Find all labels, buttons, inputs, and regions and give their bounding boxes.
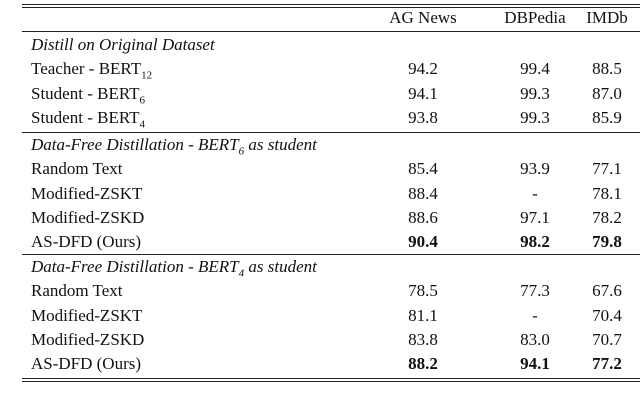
row-label [31,328,144,352]
cell-value: 78.5 [408,281,438,301]
row-label-text: Random Text [31,159,123,179]
row-label-sub: 6 [139,93,146,106]
row-label-sub: 4 [139,118,146,131]
cell-value: 99.4 [520,59,550,79]
row-label [31,206,144,230]
row-label [31,157,123,181]
row-label-text: Modified-ZSKD [31,207,145,227]
section-title [31,133,317,157]
cell-value: 98.2 [520,232,550,252]
table-row [0,206,640,230]
section-title-text: Data-Free Distillation - BERT [31,135,239,154]
row-label [31,279,123,303]
cell-value: 88.2 [408,354,438,374]
row-label-text: AS-DFD (Ours) [31,354,142,374]
table-row [0,157,640,181]
cell-value: 94.1 [408,83,438,103]
row-label-sub: 12 [141,69,153,82]
cell-value: 99.3 [520,107,550,127]
cell-value: 93.8 [408,107,438,127]
cell-value: 70.7 [592,329,622,349]
cell-value: 97.1 [520,207,550,227]
cell-value: 70.4 [592,305,622,325]
cell-value: 87.0 [592,83,622,103]
section-title-rest: as student [244,135,317,154]
cell-value: 88.6 [408,207,438,227]
cell-value: 67.6 [592,281,622,301]
cell-value: 77.2 [592,354,622,374]
row-label [31,304,142,328]
cell-value: 93.9 [520,159,550,179]
cell-value: 85.4 [408,159,438,179]
cell-value: 77.1 [592,159,622,179]
cell-value: - [532,305,538,325]
section-header [0,133,640,157]
cell-value: 88.5 [592,59,622,79]
cell-value: 94.1 [520,354,550,374]
row-label-text: Modified-ZSKT [31,305,143,325]
table-row [0,328,640,352]
header-rule [22,31,640,32]
cell-value: 78.1 [592,183,622,203]
table-row [0,230,640,254]
row-label-text: AS-DFD (Ours) [31,232,142,252]
cell-value: 77.3 [520,281,550,301]
section-header [0,33,640,57]
table-row [0,279,640,303]
cell-value: 99.3 [520,83,550,103]
table-row [0,182,640,206]
bottom-rule [22,381,640,382]
table-row [0,304,640,328]
cell-value: 81.1 [408,305,438,325]
header-ag-news: AG News [389,8,457,27]
cell-value: 83.8 [408,329,438,349]
header-imdb: IMDb [586,8,628,27]
section-title-sub: 4 [238,267,245,280]
row-label-text: Teacher - BERT [31,59,142,79]
table-row [0,57,640,81]
header-dbpedia: DBPedia [504,8,566,27]
section-title-text: Distill on Original Dataset [31,35,215,54]
table-row [0,82,640,106]
table-row [0,106,640,130]
row-label [31,106,145,130]
row-label [31,57,152,81]
section-title-text: Data-Free Distillation - BERT [31,257,239,276]
cell-value: 90.4 [408,232,438,252]
row-label-text: Random Text [31,281,123,301]
cell-value: 83.0 [520,329,550,349]
section-title-rest: as student [244,257,317,276]
row-label-text: Modified-ZSKD [31,329,145,349]
cell-value: 85.9 [592,107,622,127]
section-title [31,33,215,57]
cell-value: 79.8 [592,232,622,252]
top-rule [22,4,640,5]
row-label-text: Modified-ZSKT [31,183,143,203]
section-title [31,255,317,279]
row-label-text: Student - BERT [31,107,140,127]
row-label [31,352,141,376]
header-row [0,6,640,30]
row-label [31,82,145,106]
section-header [0,255,640,279]
row-label [31,182,142,206]
cell-value: 78.2 [592,207,622,227]
cell-value: - [532,183,538,203]
cell-value: 88.4 [408,183,438,203]
bottom-rule [22,378,640,379]
row-label [31,230,141,254]
table-row [0,352,640,376]
section-title-sub: 6 [238,145,245,158]
cell-value: 94.2 [408,59,438,79]
row-label-text: Student - BERT [31,83,140,103]
